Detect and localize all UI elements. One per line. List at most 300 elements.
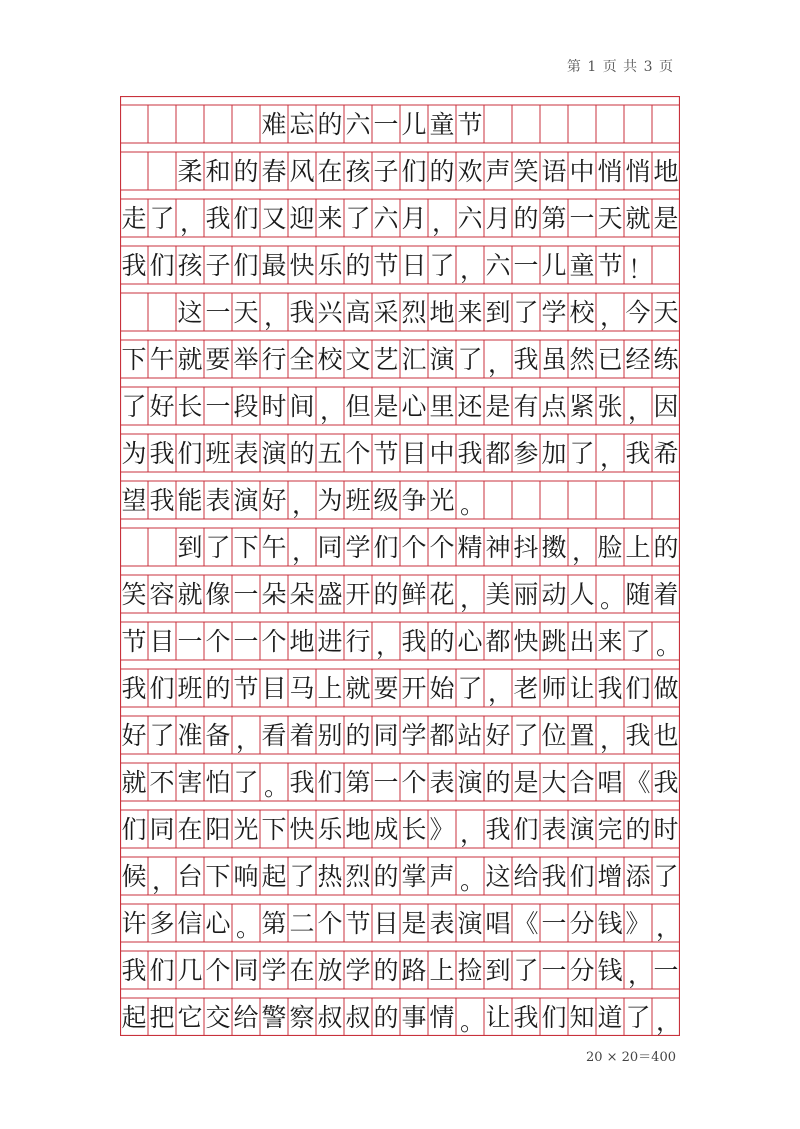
essay-character: 里	[429, 391, 455, 421]
essay-character: 随	[625, 579, 651, 609]
essay-character: 完	[597, 814, 623, 844]
essay-character: 五	[317, 438, 343, 468]
essay-character: 的	[513, 203, 539, 233]
essay-character: 烈	[401, 297, 427, 327]
essay-character: 为	[121, 438, 147, 468]
essay-character: ，	[656, 913, 682, 942]
essay-character: 始	[429, 673, 455, 703]
essay-character: 了	[513, 955, 539, 985]
essay-character: 下	[261, 814, 287, 844]
essay-character: 们	[373, 532, 399, 562]
essay-character: 好	[261, 485, 287, 515]
essay-character: 了	[513, 297, 539, 327]
essay-character: 盛	[317, 579, 343, 609]
essay-character: 虽	[541, 344, 567, 374]
essay-character: 地	[653, 156, 679, 186]
essay-character: 为	[317, 485, 343, 515]
essay-character: 上	[625, 532, 651, 562]
essay-character: 成	[373, 814, 399, 844]
title-character: 儿	[401, 109, 427, 139]
essay-character: 但	[345, 391, 371, 421]
essay-character: 我	[485, 814, 511, 844]
essay-character: ，	[628, 396, 654, 425]
essay-character: 加	[541, 438, 567, 468]
essay-character: 争	[401, 485, 427, 515]
essay-character: 演	[233, 485, 259, 515]
essay-character: 我	[597, 673, 623, 703]
essay-character: 今	[625, 297, 651, 327]
essay-character: 校	[317, 344, 343, 374]
essay-character: 也	[653, 720, 679, 750]
essay-character: 声	[429, 861, 455, 891]
essay-character: 快	[289, 250, 315, 280]
essay-character: 能	[177, 485, 203, 515]
essay-character: 的	[373, 1002, 399, 1032]
essay-character: 这	[485, 861, 511, 891]
essay-character: 到	[177, 532, 203, 562]
essay-character: 的	[373, 861, 399, 891]
essay-character: 我	[121, 673, 147, 703]
essay-character: 一	[205, 391, 231, 421]
essay-character: 阳	[205, 814, 231, 844]
essay-character: 午	[149, 344, 175, 374]
page-indicator: 第 1 页 共 3 页	[566, 59, 674, 75]
essay-character: 了	[205, 532, 231, 562]
essay-character: 唱	[485, 908, 511, 938]
essay-character: 希	[653, 438, 679, 468]
essay-character: 一	[233, 626, 259, 656]
essay-character: 光	[233, 814, 259, 844]
essay-character: 。	[460, 866, 486, 895]
essay-character: 个	[205, 626, 231, 656]
essay-character: ，	[628, 960, 654, 989]
essay-character: 站	[457, 720, 483, 750]
essay-character: 兴	[317, 297, 343, 327]
essay-character: 们	[317, 767, 343, 797]
essay-character: 情	[429, 1002, 455, 1032]
essay-character: ，	[152, 866, 178, 895]
essay-character: 丽	[513, 579, 539, 609]
essay-character: 第	[541, 203, 567, 233]
essay-character: 上	[429, 955, 455, 985]
essay-character: 一	[541, 955, 567, 985]
essay-character: 一	[569, 203, 595, 233]
essay-character: 节	[373, 250, 399, 280]
essay-character: 天	[597, 203, 623, 233]
essay-character: 的	[429, 626, 455, 656]
essay-character: 了	[625, 626, 651, 656]
essay-character: 钱	[597, 908, 623, 938]
essay-character: 们	[149, 955, 175, 985]
essay-character: 表	[233, 438, 259, 468]
essay-character: 在	[289, 955, 315, 985]
essay-character: 了	[513, 720, 539, 750]
essay-character: 让	[569, 673, 595, 703]
essay-character: 中	[429, 438, 455, 468]
essay-character: 上	[317, 673, 343, 703]
essay-character: 好	[485, 720, 511, 750]
essay-character: 紧	[569, 391, 595, 421]
essay-character: 光	[429, 485, 455, 515]
essay-character: 个	[401, 767, 427, 797]
essay-character: 起	[121, 1002, 147, 1032]
essay-character: 路	[401, 955, 427, 985]
essay-character: ，	[600, 725, 626, 754]
essay-character: 的	[653, 532, 679, 562]
essay-character: 是	[373, 391, 399, 421]
essay-character: 欢	[457, 156, 483, 186]
essay-character: 行	[261, 344, 287, 374]
essay-character: 个	[429, 532, 455, 562]
essay-character: 我	[457, 438, 483, 468]
essay-character: 第	[261, 908, 287, 938]
essay-character: 长	[177, 391, 203, 421]
essay-character: 学	[541, 297, 567, 327]
essay-character: 我	[121, 250, 147, 280]
essay-character: 学	[261, 955, 287, 985]
essay-character: 我	[289, 297, 315, 327]
essay-character: 信	[177, 908, 203, 938]
essay-character: 目	[149, 626, 175, 656]
essay-character: 儿	[541, 250, 567, 280]
essay-character: 下	[205, 861, 231, 891]
essay-character: 一	[513, 250, 539, 280]
essay-character: 怕	[205, 767, 231, 797]
essay-character: 们	[149, 673, 175, 703]
essay-character: 放	[317, 955, 343, 985]
essay-character: ，	[292, 490, 318, 519]
essay-character: 候	[121, 861, 147, 891]
essay-character: 行	[345, 626, 371, 656]
essay-character: 全	[289, 344, 315, 374]
essay-character: 的	[289, 438, 315, 468]
essay-character: 这	[177, 297, 203, 327]
title-character: 节	[457, 109, 483, 139]
essay-character: 知	[569, 1002, 595, 1032]
essay-character: 一	[373, 767, 399, 797]
essay-character: 就	[345, 673, 371, 703]
essay-character: 精	[457, 532, 483, 562]
essay-character: 好	[121, 720, 147, 750]
essay-character: 。	[656, 631, 682, 660]
essay-character: 下	[121, 344, 147, 374]
essay-character: 我	[653, 767, 679, 797]
essay-character: 的	[373, 955, 399, 985]
essay-character: 在	[317, 156, 343, 186]
essay-character: 马	[289, 673, 315, 703]
essay-character: 就	[177, 344, 203, 374]
essay-character: 做	[653, 673, 679, 703]
essay-character: 要	[205, 344, 231, 374]
essay-character: 别	[317, 720, 343, 750]
essay-character: 表	[429, 767, 455, 797]
essay-character: 是	[401, 908, 427, 938]
essay-character: 。	[236, 913, 262, 942]
essay-character: 了	[653, 861, 679, 891]
essay-character: ，	[376, 631, 402, 660]
essay-character: 地	[345, 814, 371, 844]
essay-character: 时	[653, 814, 679, 844]
essay-character: 笑	[121, 579, 147, 609]
essay-character: 最	[261, 250, 287, 280]
essay-character: 》	[625, 908, 651, 938]
essay-character: 抖	[513, 532, 539, 562]
essay-character: 给	[513, 861, 539, 891]
essay-character: 们	[233, 203, 259, 233]
essay-character: 就	[121, 767, 147, 797]
essay-character: 就	[177, 579, 203, 609]
essay-character: 大	[541, 767, 567, 797]
essay-text	[120, 96, 680, 1036]
essay-character: 道	[597, 1002, 623, 1032]
essay-character: 是	[653, 203, 679, 233]
essay-character: 叔	[317, 1002, 343, 1032]
essay-character: 了	[457, 673, 483, 703]
essay-character: ，	[488, 678, 514, 707]
essay-character: 了	[569, 438, 595, 468]
essay-character: 《	[625, 767, 651, 797]
essay-character: 脸	[597, 532, 623, 562]
essay-character: 校	[569, 297, 595, 327]
essay-character: 给	[233, 1002, 259, 1032]
essay-character: 演	[261, 438, 287, 468]
essay-character: 增	[597, 861, 623, 891]
essay-character: 不	[149, 767, 175, 797]
essay-character: 备	[205, 720, 231, 750]
essay-character: 第	[345, 767, 371, 797]
manuscript-grid-paper	[120, 96, 680, 1036]
essay-character: 采	[373, 297, 399, 327]
essay-character: 察	[289, 1002, 315, 1032]
essay-character: 张	[597, 391, 623, 421]
essay-character: 叔	[345, 1002, 371, 1032]
essay-character: 们	[401, 156, 427, 186]
essay-character: 地	[289, 626, 315, 656]
essay-character: 花	[429, 579, 455, 609]
essay-character: 同	[149, 814, 175, 844]
essay-character: 事	[401, 1002, 427, 1032]
essay-character: 笑	[513, 156, 539, 186]
essay-character: ，	[460, 584, 486, 613]
essay-character: 了	[457, 344, 483, 374]
essay-character: 朵	[261, 579, 287, 609]
essay-character: 人	[569, 579, 595, 609]
essay-character: 是	[485, 391, 511, 421]
essay-character: 。	[264, 772, 290, 801]
essay-character: 节	[597, 250, 623, 280]
essay-character: 个	[401, 532, 427, 562]
essay-character: 心	[401, 391, 427, 421]
essay-character: 举	[233, 344, 259, 374]
essay-character: 到	[485, 297, 511, 327]
essay-character: 了	[149, 720, 175, 750]
essay-character: 了	[289, 861, 315, 891]
essay-character: 一	[205, 297, 231, 327]
essay-character: 分	[569, 955, 595, 985]
essay-character: 》	[429, 814, 455, 844]
essay-character: 个	[317, 908, 343, 938]
essay-character: 它	[177, 1002, 203, 1032]
essay-character: 热	[317, 861, 343, 891]
essay-character: 表	[541, 814, 567, 844]
essay-character: 的	[233, 156, 259, 186]
essay-character: 学	[345, 532, 371, 562]
essay-character: 月	[401, 203, 427, 233]
essay-character: 我	[401, 626, 427, 656]
essay-character: 同	[233, 955, 259, 985]
essay-character: 我	[149, 438, 175, 468]
essay-character: 出	[569, 626, 595, 656]
essay-character: 添	[625, 861, 651, 891]
essay-character: 了	[625, 1002, 651, 1032]
essay-character: 许	[121, 908, 147, 938]
essay-character: 进	[317, 626, 343, 656]
essay-character: 声	[485, 156, 511, 186]
essay-character: 和	[205, 156, 231, 186]
essay-character: 日	[401, 250, 427, 280]
essay-character: 们	[513, 814, 539, 844]
essay-character: 节	[121, 626, 147, 656]
essay-character: 位	[541, 720, 567, 750]
essay-character: 六	[485, 250, 511, 280]
essay-character: 《	[513, 908, 539, 938]
essay-character: 一	[653, 955, 679, 985]
essay-character: 子	[373, 156, 399, 186]
essay-character: 来	[317, 203, 343, 233]
essay-character: 的	[205, 673, 231, 703]
essay-character: 神	[485, 532, 511, 562]
essay-character: 心	[205, 908, 231, 938]
essay-character: 分	[569, 908, 595, 938]
essay-character: 烈	[345, 861, 371, 891]
essay-character: 演	[569, 814, 595, 844]
essay-character: 同	[317, 532, 343, 562]
essay-character: 们	[149, 250, 175, 280]
essay-character: 我	[121, 955, 147, 985]
essay-character: 二	[289, 908, 315, 938]
essay-character: 们	[625, 673, 651, 703]
essay-character: 们	[121, 814, 147, 844]
essay-character: 动	[541, 579, 567, 609]
essay-character: 了	[429, 250, 455, 280]
essay-character: 目	[401, 438, 427, 468]
essay-character: 像	[205, 579, 231, 609]
essay-character: 班	[177, 673, 203, 703]
essay-character: 美	[485, 579, 511, 609]
essay-character: 都	[429, 720, 455, 750]
essay-character: 。	[600, 584, 626, 613]
essay-character: 来	[457, 297, 483, 327]
essay-character: ，	[572, 537, 598, 566]
essay-character: 然	[569, 344, 595, 374]
essay-character: 的	[373, 579, 399, 609]
essay-character: 六	[457, 203, 483, 233]
essay-character: 因	[653, 391, 679, 421]
essay-character: ，	[264, 302, 290, 331]
title-character: 忘	[289, 109, 315, 139]
essay-character: ，	[460, 255, 486, 284]
essay-character: 目	[373, 908, 399, 938]
essay-character: 望	[121, 485, 147, 515]
essay-character: ，	[460, 819, 486, 848]
essay-character: 个	[261, 626, 287, 656]
essay-character: 把	[149, 1002, 175, 1032]
essay-character: 个	[205, 955, 231, 985]
essay-character: 了	[121, 391, 147, 421]
essay-character: 学	[401, 720, 427, 750]
essay-character: 。	[460, 1007, 486, 1036]
essay-character: 擞	[541, 532, 567, 562]
essay-character: 。	[460, 490, 486, 519]
essay-character: 来	[597, 626, 623, 656]
essay-character: 演	[457, 908, 483, 938]
essay-character: 我	[149, 485, 175, 515]
essay-character: 在	[177, 814, 203, 844]
essay-character: 台	[177, 861, 203, 891]
essay-character: 艺	[373, 344, 399, 374]
essay-character: 师	[541, 673, 567, 703]
essay-character: 多	[149, 908, 175, 938]
essay-character: 了	[233, 767, 259, 797]
essay-character: 表	[429, 908, 455, 938]
essay-character: 班	[345, 485, 371, 515]
essay-character: 汇	[401, 344, 427, 374]
essay-character: 的	[345, 720, 371, 750]
essay-character: 六	[373, 203, 399, 233]
essay-character: 间	[289, 391, 315, 421]
essay-character: 都	[485, 438, 511, 468]
essay-character: 有	[513, 391, 539, 421]
essay-character: 响	[233, 861, 259, 891]
essay-character: 好	[149, 391, 175, 421]
essay-character: 天	[653, 297, 679, 327]
essay-character: 准	[177, 720, 203, 750]
essay-character: 合	[569, 767, 595, 797]
title-character: 一	[373, 109, 399, 139]
essay-character: ，	[292, 537, 318, 566]
essay-character: 柔	[177, 156, 203, 186]
essay-character: 快	[289, 814, 315, 844]
essay-character: 起	[261, 861, 287, 891]
essay-character: 们	[177, 438, 203, 468]
essay-character: 天	[233, 297, 259, 327]
essay-character: 班	[205, 438, 231, 468]
essay-character: 练	[653, 344, 679, 374]
essay-character: 看	[261, 720, 287, 750]
essay-character: 到	[485, 955, 511, 985]
essay-character: 孩	[177, 250, 203, 280]
essay-character: 演	[429, 344, 455, 374]
essay-character: 的	[625, 814, 651, 844]
essay-character: 我	[205, 203, 231, 233]
essay-character: 悄	[625, 156, 651, 186]
essay-character: 经	[625, 344, 651, 374]
essay-character: ，	[180, 208, 206, 237]
essay-character: 开	[345, 579, 371, 609]
essay-character: 风	[289, 156, 315, 186]
essay-character: ，	[320, 396, 346, 425]
essay-character: 的	[429, 156, 455, 186]
essay-character: 迎	[289, 203, 315, 233]
essay-character: 鲜	[401, 579, 427, 609]
essay-character: ，	[600, 443, 626, 472]
essay-character: 都	[485, 626, 511, 656]
essay-character: 月	[485, 203, 511, 233]
essay-character: 心	[457, 626, 483, 656]
essay-character: ，	[600, 302, 626, 331]
essay-character: 一	[233, 579, 259, 609]
essay-character: 了	[149, 203, 175, 233]
